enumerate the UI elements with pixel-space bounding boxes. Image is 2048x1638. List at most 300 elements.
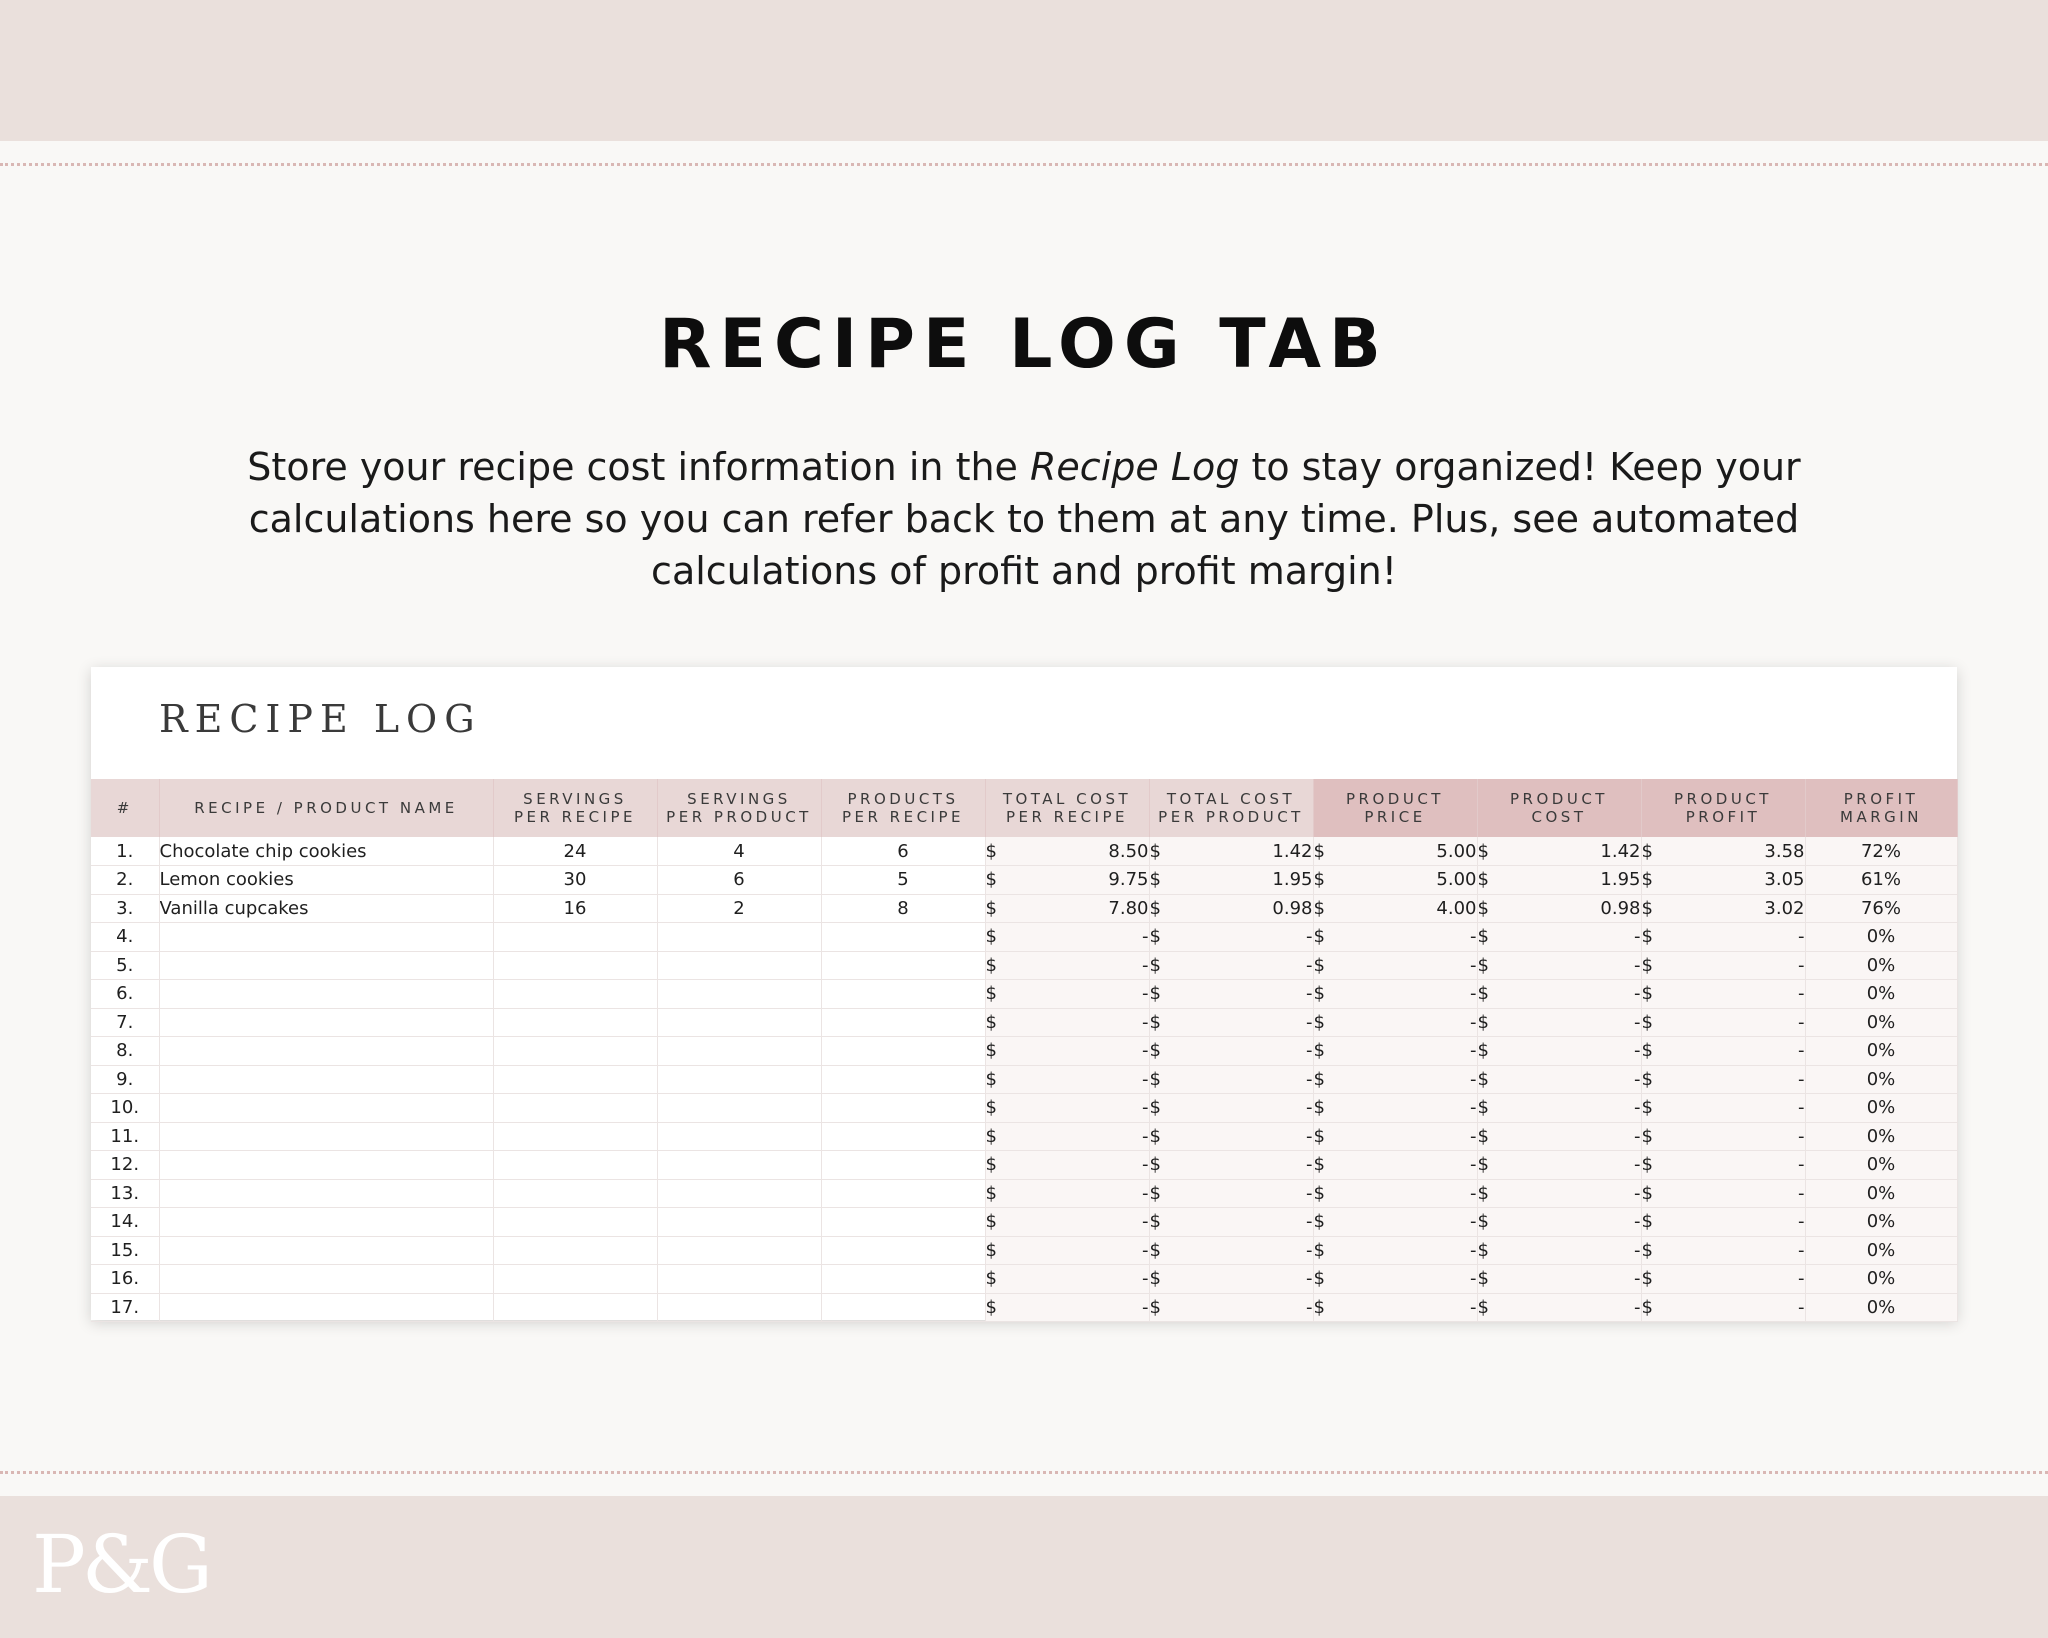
product-profit-cell <box>1641 923 1805 952</box>
recipe-name-cell[interactable] <box>159 1179 493 1208</box>
column-header: PRODUCT PROFIT <box>1641 779 1805 837</box>
servings-per-recipe-cell[interactable] <box>493 923 657 952</box>
total-cost-per-recipe-cell <box>985 866 1149 895</box>
currency-symbol: $ <box>1477 897 1489 919</box>
row-number: 6. <box>91 980 159 1009</box>
amount-value: 1.95 <box>1272 869 1313 891</box>
profit-margin-cell: 0% <box>1805 1037 1957 1066</box>
currency-symbol: $ <box>1641 840 1653 862</box>
amount-value: - <box>1634 926 1641 948</box>
total-cost-per-recipe-cell <box>985 1094 1149 1123</box>
currency-symbol: $ <box>1641 1068 1653 1090</box>
product-cost-cell <box>1477 923 1641 952</box>
amount-value: 1.42 <box>1272 840 1313 862</box>
currency-symbol: $ <box>1149 983 1161 1005</box>
servings-per-recipe-cell[interactable] <box>493 1122 657 1151</box>
row-number: 8. <box>91 1037 159 1066</box>
product-profit-cell <box>1641 1094 1805 1123</box>
currency-symbol: $ <box>1313 1211 1325 1233</box>
amount-value: - <box>1798 1011 1805 1033</box>
amount-value: - <box>1634 954 1641 976</box>
servings-per-recipe-cell[interactable] <box>493 980 657 1009</box>
profit-margin-cell: 0% <box>1805 1208 1957 1237</box>
currency-symbol: $ <box>1313 1125 1325 1147</box>
amount-value: - <box>1142 1040 1149 1062</box>
product-price-cell <box>1313 980 1477 1009</box>
total-cost-per-product-cell <box>1149 1265 1313 1294</box>
amount-value: - <box>1470 926 1477 948</box>
total-cost-per-product-cell <box>1149 837 1313 866</box>
amount-value: - <box>1470 1154 1477 1176</box>
products-per-recipe-cell[interactable] <box>821 1236 985 1265</box>
top-divider <box>0 163 2048 166</box>
amount-value: - <box>1306 1296 1313 1318</box>
total-cost-per-recipe-cell <box>985 1179 1149 1208</box>
currency-symbol: $ <box>1313 1182 1325 1204</box>
currency-symbol: $ <box>985 926 997 948</box>
servings-per-product-cell[interactable] <box>657 1208 821 1237</box>
table-row <box>91 1236 1957 1265</box>
amount-value: 4.00 <box>1436 897 1477 919</box>
row-number: 10. <box>91 1094 159 1123</box>
profit-margin-cell: 0% <box>1805 951 1957 980</box>
recipe-name-cell[interactable] <box>159 951 493 980</box>
servings-per-recipe-cell[interactable] <box>493 1065 657 1094</box>
currency-symbol: $ <box>1149 897 1161 919</box>
recipe-name-cell[interactable] <box>159 1008 493 1037</box>
currency-symbol: $ <box>1477 926 1489 948</box>
total-cost-per-product-cell <box>1149 1293 1313 1322</box>
currency-symbol: $ <box>1641 1182 1653 1204</box>
product-price-cell <box>1313 1179 1477 1208</box>
servings-per-product-cell[interactable] <box>657 1008 821 1037</box>
product-cost-cell <box>1477 1151 1641 1180</box>
recipe-name-cell[interactable] <box>159 1122 493 1151</box>
currency-symbol: $ <box>1477 1296 1489 1318</box>
currency-symbol: $ <box>1149 1182 1161 1204</box>
servings-per-recipe-cell[interactable] <box>493 1037 657 1066</box>
table-row <box>91 923 1957 952</box>
currency-symbol: $ <box>1313 1239 1325 1261</box>
description-emphasis: Recipe Log <box>1030 445 1240 489</box>
table-row <box>91 1094 1957 1123</box>
currency-symbol: $ <box>1641 983 1653 1005</box>
currency-symbol: $ <box>1313 983 1325 1005</box>
currency-symbol: $ <box>1641 869 1653 891</box>
amount-value: - <box>1470 1125 1477 1147</box>
product-cost-cell <box>1477 1094 1641 1123</box>
page-description <box>190 441 1858 597</box>
amount-value: - <box>1634 1011 1641 1033</box>
product-price-cell <box>1313 866 1477 895</box>
currency-symbol: $ <box>1313 1296 1325 1318</box>
profit-margin-cell: 76% <box>1805 894 1957 923</box>
table-row <box>91 894 1957 923</box>
products-per-recipe-cell[interactable] <box>821 1122 985 1151</box>
column-header: # <box>91 779 159 837</box>
product-price-cell <box>1313 1208 1477 1237</box>
amount-value: - <box>1634 1068 1641 1090</box>
currency-symbol: $ <box>1641 1154 1653 1176</box>
amount-value: - <box>1634 1296 1641 1318</box>
product-profit-cell <box>1641 894 1805 923</box>
servings-per-product-cell[interactable] <box>657 1151 821 1180</box>
total-cost-per-recipe-cell <box>985 1151 1149 1180</box>
currency-symbol: $ <box>1149 1125 1161 1147</box>
currency-symbol: $ <box>1641 1125 1653 1147</box>
product-cost-cell <box>1477 866 1641 895</box>
currency-symbol: $ <box>985 1239 997 1261</box>
row-number: 7. <box>91 1008 159 1037</box>
recipe-name-cell[interactable] <box>159 1208 493 1237</box>
servings-per-product-cell[interactable] <box>657 1236 821 1265</box>
servings-per-recipe-cell[interactable] <box>493 1265 657 1294</box>
products-per-recipe-cell[interactable]: 5 <box>821 866 985 895</box>
amount-value: 1.95 <box>1600 869 1641 891</box>
product-price-cell <box>1313 1065 1477 1094</box>
recipe-name-cell[interactable] <box>159 1236 493 1265</box>
currency-symbol: $ <box>985 1296 997 1318</box>
currency-symbol: $ <box>985 1182 997 1204</box>
amount-value: - <box>1634 1125 1641 1147</box>
currency-symbol: $ <box>1641 1040 1653 1062</box>
currency-symbol: $ <box>1477 869 1489 891</box>
column-header: SERVINGS PER RECIPE <box>493 779 657 837</box>
column-header: TOTAL COST PER RECIPE <box>985 779 1149 837</box>
servings-per-product-cell[interactable] <box>657 951 821 980</box>
amount-value: - <box>1470 954 1477 976</box>
top-band <box>0 0 2048 141</box>
amount-value: - <box>1470 983 1477 1005</box>
product-price-cell <box>1313 1236 1477 1265</box>
recipe-name-cell[interactable]: Chocolate chip cookies <box>159 837 493 866</box>
table-row <box>91 1037 1957 1066</box>
product-profit-cell <box>1641 1037 1805 1066</box>
profit-margin-cell: 0% <box>1805 1065 1957 1094</box>
table-row <box>91 1065 1957 1094</box>
products-per-recipe-cell[interactable]: 8 <box>821 894 985 923</box>
servings-per-recipe-cell[interactable] <box>493 1008 657 1037</box>
amount-value: - <box>1798 1154 1805 1176</box>
amount-value: - <box>1142 1268 1149 1290</box>
amount-value: - <box>1798 1125 1805 1147</box>
page-title: RECIPE LOG TAB <box>659 305 1389 384</box>
currency-symbol: $ <box>985 1068 997 1090</box>
currency-symbol: $ <box>1477 840 1489 862</box>
servings-per-recipe-cell[interactable] <box>493 951 657 980</box>
product-cost-cell <box>1477 951 1641 980</box>
amount-value: 0.98 <box>1600 897 1641 919</box>
currency-symbol: $ <box>1149 1296 1161 1318</box>
recipe-name-cell[interactable]: Vanilla cupcakes <box>159 894 493 923</box>
recipe-name-cell[interactable] <box>159 1265 493 1294</box>
recipe-name-cell[interactable] <box>159 1065 493 1094</box>
row-number: 16. <box>91 1265 159 1294</box>
amount-value: 5.00 <box>1436 869 1477 891</box>
description-text-end: to stay organized! Keep your calculations here so you can refer back to them at any time. Plus, see automated calculations of profit and profit margin! <box>248 445 1801 593</box>
column-header: PRODUCT COST <box>1477 779 1641 837</box>
currency-symbol: $ <box>1149 840 1161 862</box>
row-number: 1. <box>91 837 159 866</box>
currency-symbol: $ <box>1313 1268 1325 1290</box>
servings-per-product-cell[interactable]: 2 <box>657 894 821 923</box>
amount-value: - <box>1798 983 1805 1005</box>
products-per-recipe-cell[interactable] <box>821 1008 985 1037</box>
servings-per-recipe-cell[interactable]: 30 <box>493 866 657 895</box>
amount-value: - <box>1798 1268 1805 1290</box>
products-per-recipe-cell[interactable] <box>821 1065 985 1094</box>
currency-symbol: $ <box>1149 926 1161 948</box>
row-number: 4. <box>91 923 159 952</box>
servings-per-product-cell[interactable] <box>657 1265 821 1294</box>
amount-value: - <box>1306 926 1313 948</box>
amount-value: - <box>1798 926 1805 948</box>
bottom-band <box>0 1496 2048 1638</box>
total-cost-per-product-cell <box>1149 1208 1313 1237</box>
amount-value: 8.50 <box>1108 840 1149 862</box>
total-cost-per-recipe-cell <box>985 980 1149 1009</box>
total-cost-per-product-cell <box>1149 866 1313 895</box>
servings-per-product-cell[interactable] <box>657 980 821 1009</box>
total-cost-per-product-cell <box>1149 1094 1313 1123</box>
currency-symbol: $ <box>1149 1040 1161 1062</box>
servings-per-recipe-cell[interactable] <box>493 1179 657 1208</box>
amount-value: - <box>1470 1211 1477 1233</box>
products-per-recipe-cell[interactable] <box>821 951 985 980</box>
servings-per-product-cell[interactable] <box>657 1094 821 1123</box>
products-per-recipe-cell[interactable] <box>821 1151 985 1180</box>
profit-margin-cell: 0% <box>1805 980 1957 1009</box>
amount-value: 1.42 <box>1600 840 1641 862</box>
amount-value: - <box>1470 1097 1477 1119</box>
column-header: PRODUCTS PER RECIPE <box>821 779 985 837</box>
servings-per-recipe-cell[interactable]: 24 <box>493 837 657 866</box>
row-number: 11. <box>91 1122 159 1151</box>
column-header: TOTAL COST PER PRODUCT <box>1149 779 1313 837</box>
amount-value: - <box>1470 1011 1477 1033</box>
currency-symbol: $ <box>985 1097 997 1119</box>
row-number: 15. <box>91 1236 159 1265</box>
amount-value: - <box>1142 1097 1149 1119</box>
total-cost-per-product-cell <box>1149 1037 1313 1066</box>
recipe-name-cell[interactable] <box>159 1151 493 1180</box>
table-row <box>91 1265 1957 1294</box>
total-cost-per-recipe-cell <box>985 1236 1149 1265</box>
currency-symbol: $ <box>1477 1040 1489 1062</box>
servings-per-recipe-cell[interactable] <box>493 1151 657 1180</box>
amount-value: - <box>1142 1125 1149 1147</box>
row-number: 9. <box>91 1065 159 1094</box>
profit-margin-cell: 0% <box>1805 923 1957 952</box>
product-price-cell <box>1313 1037 1477 1066</box>
amount-value: - <box>1798 1068 1805 1090</box>
currency-symbol: $ <box>1313 840 1325 862</box>
currency-symbol: $ <box>1313 1040 1325 1062</box>
row-number: 13. <box>91 1179 159 1208</box>
product-cost-cell <box>1477 1122 1641 1151</box>
products-per-recipe-cell[interactable] <box>821 923 985 952</box>
table-row <box>91 951 1957 980</box>
currency-symbol: $ <box>1477 1125 1489 1147</box>
amount-value: - <box>1634 1211 1641 1233</box>
table-row <box>91 1008 1957 1037</box>
servings-per-recipe-cell[interactable] <box>493 1208 657 1237</box>
products-per-recipe-cell[interactable] <box>821 1293 985 1322</box>
amount-value: - <box>1634 983 1641 1005</box>
servings-per-recipe-cell[interactable] <box>493 1236 657 1265</box>
currency-symbol: $ <box>985 1011 997 1033</box>
currency-symbol: $ <box>985 897 997 919</box>
amount-value: - <box>1634 1268 1641 1290</box>
product-cost-cell <box>1477 1236 1641 1265</box>
amount-value: - <box>1798 1040 1805 1062</box>
product-price-cell <box>1313 1094 1477 1123</box>
amount-value: - <box>1142 1011 1149 1033</box>
amount-value: 3.02 <box>1764 897 1805 919</box>
total-cost-per-recipe-cell <box>985 1008 1149 1037</box>
sheet-title: RECIPE LOG <box>159 697 482 741</box>
product-price-cell <box>1313 923 1477 952</box>
total-cost-per-recipe-cell <box>985 1037 1149 1066</box>
amount-value: - <box>1798 1182 1805 1204</box>
product-price-cell <box>1313 1265 1477 1294</box>
currency-symbol: $ <box>985 1040 997 1062</box>
servings-per-recipe-cell[interactable]: 16 <box>493 894 657 923</box>
amount-value: 7.80 <box>1108 897 1149 919</box>
total-cost-per-product-cell <box>1149 1008 1313 1037</box>
row-number: 12. <box>91 1151 159 1180</box>
servings-per-product-cell[interactable] <box>657 923 821 952</box>
product-price-cell <box>1313 1293 1477 1322</box>
currency-symbol: $ <box>985 983 997 1005</box>
recipe-name-cell[interactable] <box>159 1293 493 1322</box>
currency-symbol: $ <box>1641 1097 1653 1119</box>
amount-value: - <box>1798 954 1805 976</box>
total-cost-per-product-cell <box>1149 894 1313 923</box>
servings-per-recipe-cell[interactable] <box>493 1094 657 1123</box>
currency-symbol: $ <box>1313 1011 1325 1033</box>
currency-symbol: $ <box>1477 1154 1489 1176</box>
amount-value: 3.05 <box>1764 869 1805 891</box>
total-cost-per-recipe-cell <box>985 837 1149 866</box>
amount-value: - <box>1306 1011 1313 1033</box>
currency-symbol: $ <box>1641 1268 1653 1290</box>
products-per-recipe-cell[interactable] <box>821 1037 985 1066</box>
servings-per-product-cell[interactable] <box>657 1065 821 1094</box>
product-cost-cell <box>1477 1208 1641 1237</box>
product-profit-cell <box>1641 1122 1805 1151</box>
currency-symbol: $ <box>985 840 997 862</box>
product-profit-cell <box>1641 1236 1805 1265</box>
servings-per-product-cell[interactable] <box>657 1037 821 1066</box>
servings-per-product-cell[interactable]: 4 <box>657 837 821 866</box>
currency-symbol: $ <box>1477 1011 1489 1033</box>
amount-value: - <box>1470 1296 1477 1318</box>
product-cost-cell <box>1477 1179 1641 1208</box>
currency-symbol: $ <box>1641 1239 1653 1261</box>
product-price-cell <box>1313 951 1477 980</box>
row-number: 5. <box>91 951 159 980</box>
total-cost-per-recipe-cell <box>985 951 1149 980</box>
amount-value: - <box>1142 926 1149 948</box>
servings-per-product-cell[interactable]: 6 <box>657 866 821 895</box>
recipe-name-cell[interactable] <box>159 1094 493 1123</box>
products-per-recipe-cell[interactable] <box>821 1265 985 1294</box>
recipe-name-cell[interactable] <box>159 1037 493 1066</box>
products-per-recipe-cell[interactable]: 6 <box>821 837 985 866</box>
currency-symbol: $ <box>985 869 997 891</box>
currency-symbol: $ <box>1477 1068 1489 1090</box>
total-cost-per-recipe-cell <box>985 1122 1149 1151</box>
products-per-recipe-cell[interactable] <box>821 1179 985 1208</box>
amount-value: - <box>1142 954 1149 976</box>
currency-symbol: $ <box>1313 926 1325 948</box>
currency-symbol: $ <box>1477 983 1489 1005</box>
currency-symbol: $ <box>1641 1296 1653 1318</box>
header-row <box>91 779 1957 837</box>
servings-per-product-cell[interactable] <box>657 1293 821 1322</box>
servings-per-product-cell[interactable] <box>657 1122 821 1151</box>
description-text-start: Store your recipe cost information in the <box>247 445 1031 489</box>
profit-margin-cell: 72% <box>1805 837 1957 866</box>
product-profit-cell <box>1641 980 1805 1009</box>
products-per-recipe-cell[interactable] <box>821 1094 985 1123</box>
currency-symbol: $ <box>985 1125 997 1147</box>
amount-value: - <box>1306 1182 1313 1204</box>
amount-value: - <box>1306 954 1313 976</box>
products-per-recipe-cell[interactable] <box>821 980 985 1009</box>
currency-symbol: $ <box>1313 869 1325 891</box>
total-cost-per-product-cell <box>1149 1151 1313 1180</box>
recipe-name-cell[interactable]: Lemon cookies <box>159 866 493 895</box>
currency-symbol: $ <box>1641 897 1653 919</box>
amount-value: - <box>1470 1182 1477 1204</box>
product-profit-cell <box>1641 866 1805 895</box>
amount-value: - <box>1142 1068 1149 1090</box>
bottom-divider <box>0 1471 2048 1474</box>
currency-symbol: $ <box>1149 1211 1161 1233</box>
servings-per-product-cell[interactable] <box>657 1179 821 1208</box>
currency-symbol: $ <box>1477 1239 1489 1261</box>
recipe-name-cell[interactable] <box>159 923 493 952</box>
currency-symbol: $ <box>1313 897 1325 919</box>
product-cost-cell <box>1477 980 1641 1009</box>
table-row <box>91 837 1957 866</box>
recipe-name-cell[interactable] <box>159 980 493 1009</box>
currency-symbol: $ <box>1149 1268 1161 1290</box>
row-number: 3. <box>91 894 159 923</box>
product-cost-cell <box>1477 1065 1641 1094</box>
profit-margin-cell: 0% <box>1805 1008 1957 1037</box>
amount-value: - <box>1634 1182 1641 1204</box>
product-profit-cell <box>1641 1065 1805 1094</box>
servings-per-recipe-cell[interactable] <box>493 1293 657 1322</box>
row-number: 17. <box>91 1293 159 1322</box>
currency-symbol: $ <box>1313 1068 1325 1090</box>
amount-value: - <box>1306 1239 1313 1261</box>
currency-symbol: $ <box>1149 1239 1161 1261</box>
products-per-recipe-cell[interactable] <box>821 1208 985 1237</box>
total-cost-per-recipe-cell <box>985 923 1149 952</box>
table-row <box>91 980 1957 1009</box>
table-row <box>91 1122 1957 1151</box>
total-cost-per-product-cell <box>1149 1122 1313 1151</box>
currency-symbol: $ <box>1477 1097 1489 1119</box>
amount-value: - <box>1798 1097 1805 1119</box>
amount-value: - <box>1634 1097 1641 1119</box>
amount-value: - <box>1798 1211 1805 1233</box>
currency-symbol: $ <box>985 954 997 976</box>
